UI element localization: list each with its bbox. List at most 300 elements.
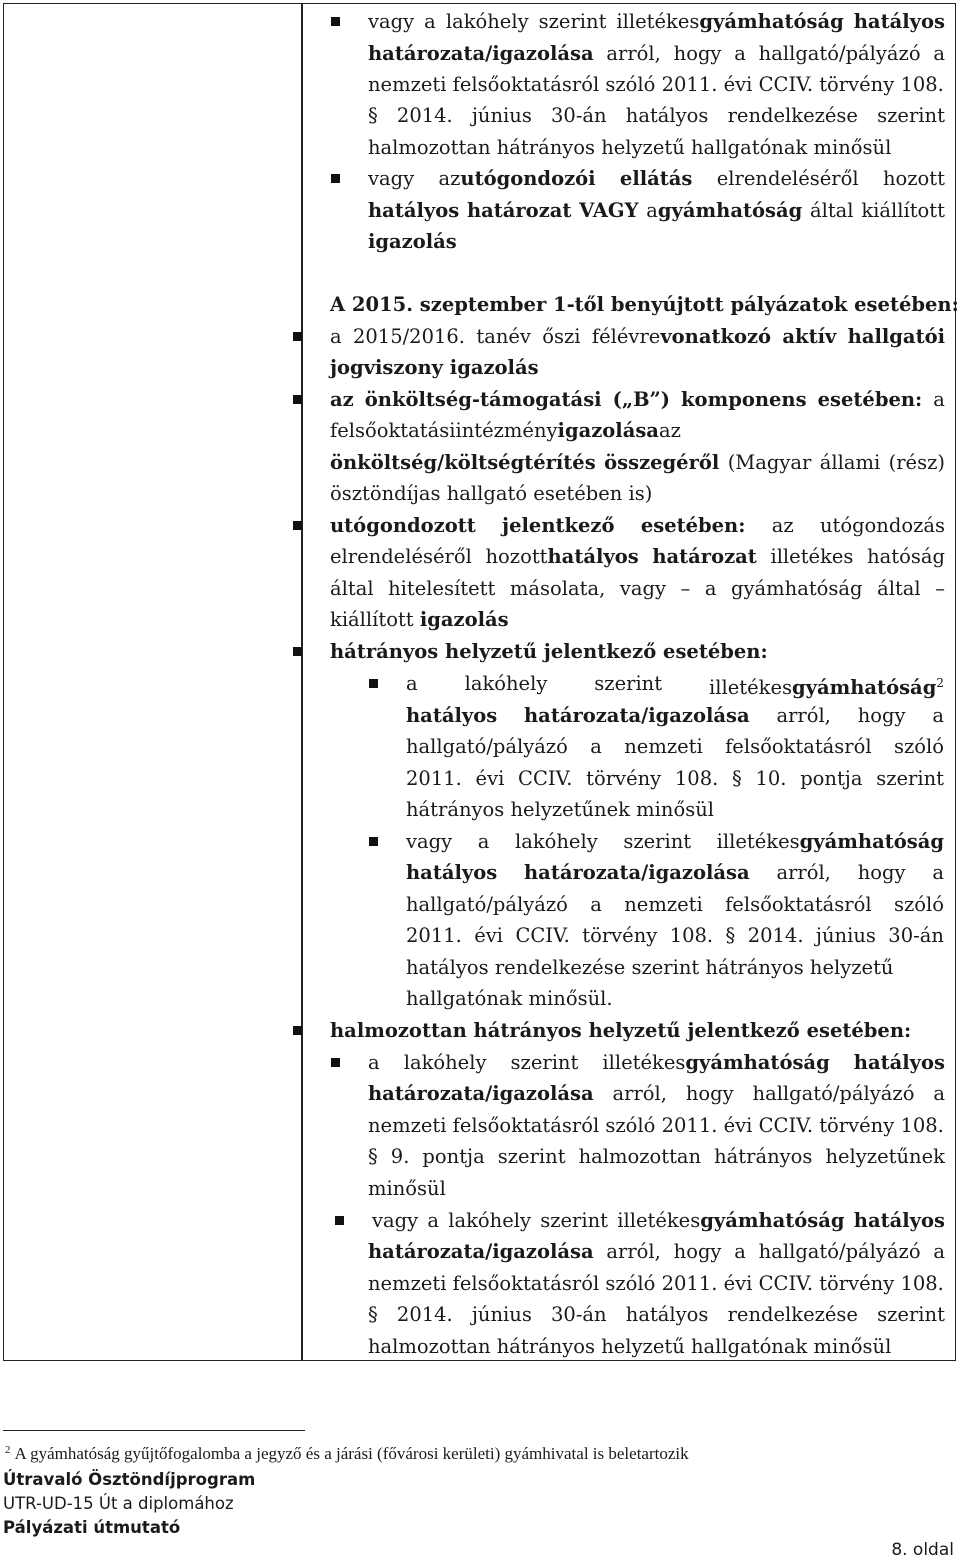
text-run: kiállított bbox=[861, 199, 945, 222]
text-line bbox=[330, 384, 945, 415]
text-run: 30-án bbox=[551, 104, 607, 127]
text-run: hallgató/pályázó bbox=[752, 1082, 915, 1105]
word bbox=[624, 889, 702, 920]
text-run: évi bbox=[475, 767, 505, 790]
bold-text: összegéről bbox=[604, 451, 720, 474]
word bbox=[511, 1047, 579, 1078]
word bbox=[448, 1205, 531, 1236]
word bbox=[734, 38, 746, 69]
word bbox=[681, 573, 691, 604]
word bbox=[620, 163, 692, 194]
word bbox=[368, 1114, 944, 1137]
bold-text: hatályos bbox=[853, 1051, 945, 1074]
text-run: hallgatónak minősül. bbox=[406, 987, 613, 1010]
text-run: a bbox=[646, 199, 658, 222]
text-run: szerint bbox=[594, 672, 663, 695]
bold-text: gyámhatóság bbox=[685, 1051, 830, 1074]
word bbox=[446, 6, 529, 37]
word bbox=[542, 321, 580, 352]
text-run: törvény bbox=[582, 924, 658, 947]
word bbox=[524, 857, 750, 888]
word bbox=[592, 321, 771, 352]
footer-program-name: Útravaló Ösztöndíjprogram bbox=[3, 1470, 256, 1489]
word bbox=[368, 195, 459, 226]
bold-text: hátrányos helyzetű jelentkező esetében: bbox=[330, 640, 768, 663]
word bbox=[406, 920, 462, 951]
text-run: által bbox=[330, 577, 374, 600]
bold-text: gyámhatóság bbox=[700, 1209, 845, 1232]
footnote-separator bbox=[3, 1430, 305, 1431]
text-line bbox=[368, 1173, 446, 1204]
word bbox=[391, 1141, 410, 1172]
text-run: tanév bbox=[476, 325, 531, 348]
word bbox=[933, 38, 945, 69]
word bbox=[641, 510, 746, 541]
word bbox=[620, 573, 666, 604]
bold-text: határozata/igazolása bbox=[524, 861, 750, 884]
word bbox=[388, 573, 495, 604]
text-line bbox=[330, 289, 959, 320]
text-run: a bbox=[477, 830, 490, 853]
bold-text: utógondozói bbox=[460, 167, 596, 190]
word bbox=[524, 700, 750, 731]
text-run: vagy bbox=[368, 10, 415, 33]
text-run: által bbox=[877, 577, 921, 600]
bold-text: hatályos bbox=[853, 1209, 945, 1232]
word bbox=[406, 956, 893, 979]
square-bullet-icon bbox=[293, 332, 302, 341]
word bbox=[330, 321, 342, 352]
column-divider bbox=[301, 4, 303, 1360]
text-run: intézmény bbox=[455, 419, 558, 442]
text-run: 2011. bbox=[406, 924, 462, 947]
text-run: a bbox=[424, 10, 436, 33]
word bbox=[368, 1141, 378, 1172]
word bbox=[854, 6, 945, 37]
text-line bbox=[406, 983, 613, 1014]
text-line bbox=[368, 38, 945, 69]
text-run: pontja bbox=[800, 767, 863, 790]
word bbox=[732, 763, 742, 794]
text-line bbox=[330, 352, 539, 383]
text-line bbox=[372, 1205, 945, 1236]
bold-text: igazolás bbox=[419, 608, 509, 631]
bold-text: gyámhatóság bbox=[699, 10, 844, 33]
word bbox=[368, 1047, 380, 1078]
footnote-ref: 2 bbox=[936, 676, 944, 690]
text-line bbox=[368, 1110, 944, 1141]
text-run: helyzetűnek bbox=[825, 1145, 945, 1168]
word bbox=[465, 668, 548, 699]
word bbox=[932, 700, 944, 731]
text-run: 2014. bbox=[747, 924, 804, 947]
text-run: arról, bbox=[606, 42, 661, 65]
word bbox=[551, 1299, 607, 1330]
word bbox=[582, 920, 657, 951]
bold-text: az bbox=[330, 388, 354, 411]
text-run: szerint bbox=[877, 1303, 945, 1326]
word bbox=[782, 321, 836, 352]
text-run: őszi bbox=[542, 325, 581, 348]
word bbox=[935, 573, 945, 604]
text-run: nemzeti felsőoktatásról szóló 2011. évi CCIV. törvény 108. bbox=[368, 1272, 944, 1295]
text-run: nemzeti felsőoktatásról szóló 2011. évi CCIV. törvény 108. bbox=[368, 73, 944, 96]
word bbox=[748, 920, 804, 951]
bold-text: határozata/igazolása bbox=[368, 42, 594, 65]
bold-text: határozata/igazolása bbox=[368, 1240, 594, 1263]
text-run: hogy bbox=[673, 42, 722, 65]
word bbox=[932, 857, 944, 888]
text-run: halmozottan hátrányos helyzetű hallgatónak minősül bbox=[368, 136, 892, 159]
word bbox=[424, 6, 436, 37]
text-run: szerint bbox=[623, 830, 692, 853]
word bbox=[372, 1205, 418, 1236]
word bbox=[726, 920, 736, 951]
word bbox=[406, 798, 714, 821]
word bbox=[330, 447, 596, 478]
text-run: hátrányos bbox=[714, 1145, 813, 1168]
word bbox=[551, 100, 607, 131]
text-run: nemzeti felsőoktatásról szóló 2011. évi CCIV. törvény 108. bbox=[368, 1114, 944, 1137]
text-run: vagy bbox=[372, 1209, 419, 1232]
word bbox=[586, 763, 661, 794]
square-bullet-icon bbox=[331, 174, 340, 183]
word bbox=[674, 1236, 722, 1267]
word bbox=[539, 6, 607, 37]
bold-text: önköltség/költségtérítés bbox=[330, 451, 596, 474]
word bbox=[472, 1299, 532, 1330]
word bbox=[406, 987, 613, 1010]
bold-text: komponens bbox=[681, 388, 807, 411]
text-run: 10. bbox=[755, 767, 787, 790]
word bbox=[606, 38, 660, 69]
word bbox=[675, 763, 718, 794]
text-run: ösztöndíjas hallgató esetében is) bbox=[330, 482, 653, 505]
word bbox=[472, 100, 532, 131]
text-run: illetékes bbox=[716, 830, 800, 853]
word bbox=[674, 38, 722, 69]
word bbox=[624, 731, 702, 762]
word bbox=[330, 1019, 911, 1042]
text-run: a bbox=[427, 1209, 440, 1232]
text-run: a bbox=[932, 704, 944, 727]
text-line bbox=[368, 1047, 945, 1078]
footnote-text: A gyámhatóság gyűjtőfogalomba a jegyző és a járási (fővárosi kerületi) gyámhivatal is beletartozik bbox=[14, 1444, 689, 1463]
word bbox=[330, 640, 768, 663]
text-run: lakóhely bbox=[448, 1209, 532, 1232]
word bbox=[626, 1299, 709, 1330]
word bbox=[502, 510, 614, 541]
word bbox=[476, 321, 531, 352]
word bbox=[515, 920, 569, 951]
word bbox=[486, 541, 639, 572]
word bbox=[474, 920, 503, 951]
word bbox=[883, 163, 945, 194]
text-run: elrendeléséről bbox=[330, 545, 472, 568]
text-run: hallgató/pályázó bbox=[758, 42, 921, 65]
text-line bbox=[368, 163, 945, 194]
bold-text: esetében: bbox=[640, 514, 746, 537]
text-run: szerint bbox=[538, 10, 607, 33]
bold-text: határozata/igazolása bbox=[368, 1082, 594, 1105]
text-run: illetékes bbox=[616, 10, 700, 33]
word bbox=[540, 1205, 608, 1236]
word bbox=[368, 1272, 944, 1295]
text-line bbox=[368, 195, 945, 226]
word bbox=[646, 195, 802, 226]
word bbox=[681, 384, 807, 415]
text-run: § bbox=[368, 1303, 378, 1326]
text-run: a bbox=[734, 1240, 746, 1263]
bold-text: esetében: bbox=[817, 388, 923, 411]
bold-text: jelentkező bbox=[502, 514, 615, 537]
text-run: (Magyar bbox=[727, 451, 812, 474]
text-run: hozott bbox=[485, 545, 548, 568]
word bbox=[759, 1236, 921, 1267]
word bbox=[478, 826, 490, 857]
square-bullet-icon bbox=[293, 1026, 302, 1035]
bold-text: igazolása bbox=[557, 419, 659, 442]
word bbox=[590, 889, 602, 920]
text-run: vagy bbox=[368, 167, 415, 190]
text-run: pontja bbox=[422, 1145, 485, 1168]
word bbox=[670, 920, 713, 951]
text-line bbox=[406, 952, 893, 983]
text-run: 2011. bbox=[406, 767, 462, 790]
text-run: a bbox=[932, 861, 944, 884]
text-run: június bbox=[471, 1303, 532, 1326]
text-run: hozott bbox=[882, 167, 945, 190]
bold-text: („B”) bbox=[612, 388, 670, 411]
text-run: szerint bbox=[877, 104, 945, 127]
text-run: lakóhely bbox=[514, 830, 598, 853]
word bbox=[894, 889, 944, 920]
word bbox=[818, 384, 923, 415]
word bbox=[889, 447, 945, 478]
word bbox=[330, 482, 652, 505]
text-run: lakóhely bbox=[445, 10, 529, 33]
square-bullet-icon bbox=[369, 679, 378, 688]
word bbox=[368, 230, 457, 253]
text-run: elrendeléséről bbox=[716, 167, 859, 190]
word bbox=[368, 100, 378, 131]
text-run: másolata, bbox=[509, 577, 606, 600]
text-run: (rész) bbox=[888, 451, 945, 474]
text-line bbox=[368, 1078, 945, 1109]
text-run: § bbox=[368, 1145, 378, 1168]
text-run: nemzeti bbox=[624, 735, 703, 758]
text-run: arról, bbox=[776, 704, 831, 727]
word bbox=[816, 920, 876, 951]
word bbox=[613, 384, 670, 415]
bold-text: igazolás bbox=[368, 230, 457, 253]
word bbox=[427, 1205, 439, 1236]
text-line bbox=[330, 573, 945, 604]
word bbox=[510, 573, 605, 604]
text-run: arról, bbox=[606, 1240, 661, 1263]
word bbox=[368, 6, 414, 37]
word bbox=[498, 1141, 566, 1172]
text-run: június bbox=[471, 104, 532, 127]
footer-guide-title: Pályázati útmutató bbox=[3, 1518, 181, 1537]
text-run: a bbox=[933, 1082, 945, 1105]
text-line bbox=[406, 920, 944, 951]
word bbox=[515, 826, 598, 857]
word bbox=[353, 321, 465, 352]
text-line bbox=[406, 731, 944, 762]
text-run: 30-án bbox=[888, 924, 944, 947]
text-line bbox=[330, 604, 509, 635]
word bbox=[590, 731, 602, 762]
text-line bbox=[406, 857, 944, 888]
square-bullet-icon bbox=[369, 837, 378, 846]
word bbox=[725, 731, 872, 762]
word bbox=[772, 510, 794, 541]
word bbox=[776, 700, 830, 731]
text-run: 30-án bbox=[551, 1303, 607, 1326]
word bbox=[579, 1141, 702, 1172]
bold-text: hatályos bbox=[406, 861, 498, 884]
word bbox=[594, 668, 662, 699]
bold-text: VAGY bbox=[579, 199, 639, 222]
text-run: rendelkezése bbox=[727, 104, 858, 127]
text-line bbox=[368, 1268, 944, 1299]
text-line bbox=[368, 132, 891, 163]
word bbox=[406, 857, 497, 888]
footer-program-code: UTR-UD-15 Út a diplomához bbox=[3, 1494, 234, 1513]
text-run: hogy bbox=[685, 1082, 734, 1105]
word bbox=[626, 100, 709, 131]
word bbox=[404, 1047, 487, 1078]
text-run: a bbox=[704, 577, 717, 600]
text-run: hatóság bbox=[867, 545, 945, 568]
square-bullet-icon bbox=[293, 647, 302, 656]
text-run: felsőoktatásról bbox=[725, 893, 872, 916]
word bbox=[623, 826, 691, 857]
text-line bbox=[330, 1015, 911, 1046]
word bbox=[734, 1236, 746, 1267]
text-run: § bbox=[368, 104, 378, 127]
word bbox=[368, 73, 944, 96]
word bbox=[877, 1299, 945, 1330]
word bbox=[330, 573, 374, 604]
word bbox=[330, 293, 959, 316]
text-run: § bbox=[732, 767, 742, 790]
text-run: arról, bbox=[776, 861, 831, 884]
bold-text: jogviszony igazolás bbox=[330, 356, 539, 379]
text-run: felsőoktatási bbox=[330, 419, 456, 442]
text-run: állami bbox=[819, 451, 881, 474]
text-run: az bbox=[658, 419, 681, 442]
word bbox=[717, 163, 859, 194]
word bbox=[776, 857, 830, 888]
word bbox=[613, 1078, 667, 1109]
text-line bbox=[330, 321, 945, 352]
text-run: rendelkezése bbox=[727, 1303, 858, 1326]
text-run: a bbox=[933, 388, 945, 411]
text-line bbox=[368, 6, 945, 37]
word bbox=[705, 573, 717, 604]
page-number: 8. oldal bbox=[891, 1540, 954, 1560]
text-run: illetékes bbox=[617, 1209, 701, 1232]
word bbox=[368, 1078, 594, 1109]
text-run: felsőoktatásról bbox=[725, 735, 872, 758]
text-line bbox=[406, 794, 714, 825]
word bbox=[933, 1236, 945, 1267]
word bbox=[728, 447, 812, 478]
text-run: utógondozás bbox=[819, 514, 945, 537]
word bbox=[725, 889, 872, 920]
word bbox=[602, 1047, 829, 1078]
text-run: szerint bbox=[540, 1209, 609, 1232]
word bbox=[476, 763, 505, 794]
word bbox=[518, 763, 572, 794]
text-run: a bbox=[734, 42, 746, 65]
text-run: 2014. bbox=[396, 1303, 453, 1326]
text-run: az bbox=[771, 514, 794, 537]
word bbox=[861, 195, 945, 226]
text-run: június bbox=[815, 924, 876, 947]
word bbox=[406, 889, 568, 920]
word bbox=[368, 163, 414, 194]
square-bullet-icon bbox=[293, 395, 302, 404]
word bbox=[877, 100, 945, 131]
text-line bbox=[368, 100, 945, 131]
text-line bbox=[368, 1141, 945, 1172]
bold-text: határozata/igazolása bbox=[524, 704, 750, 727]
word bbox=[330, 608, 509, 631]
bold-text: hatályos bbox=[406, 704, 498, 727]
text-line bbox=[406, 763, 944, 794]
text-run: hogy bbox=[857, 704, 906, 727]
bold-text: utógondozott bbox=[330, 514, 476, 537]
word bbox=[397, 1299, 453, 1330]
text-line bbox=[330, 415, 945, 446]
text-run: illetékes bbox=[602, 1051, 686, 1074]
text-run: CCIV. bbox=[518, 767, 573, 790]
text-run: illetékes bbox=[770, 545, 854, 568]
bold-text: hatályos bbox=[547, 545, 639, 568]
word bbox=[652, 541, 756, 572]
text-line bbox=[330, 636, 768, 667]
text-run: gyámhatóság bbox=[731, 577, 863, 600]
text-run: szóló bbox=[893, 893, 944, 916]
text-run: – bbox=[935, 577, 945, 600]
word bbox=[858, 700, 906, 731]
text-run: 108. bbox=[674, 767, 719, 790]
footnote bbox=[5, 1444, 689, 1464]
word bbox=[728, 100, 858, 131]
word bbox=[406, 731, 568, 762]
text-run: törvény bbox=[586, 767, 662, 790]
footnote-marker: 2 bbox=[5, 1444, 11, 1456]
word bbox=[731, 573, 863, 604]
text-run: hátrányos helyzetűnek minősül bbox=[406, 798, 714, 821]
bold-text: gyámhatóság bbox=[792, 676, 937, 699]
word bbox=[397, 100, 453, 131]
text-run: vagy bbox=[406, 830, 453, 853]
word bbox=[854, 1205, 945, 1236]
word bbox=[606, 1236, 660, 1267]
word bbox=[330, 356, 539, 379]
word bbox=[439, 163, 596, 194]
word bbox=[894, 731, 944, 762]
text-run: halmozottan bbox=[578, 1145, 702, 1168]
word bbox=[714, 1141, 812, 1172]
word bbox=[876, 763, 944, 794]
bold-text: halmozottan hátrányos helyzetű jelentkező esetében: bbox=[330, 1019, 912, 1042]
word bbox=[753, 1078, 915, 1109]
